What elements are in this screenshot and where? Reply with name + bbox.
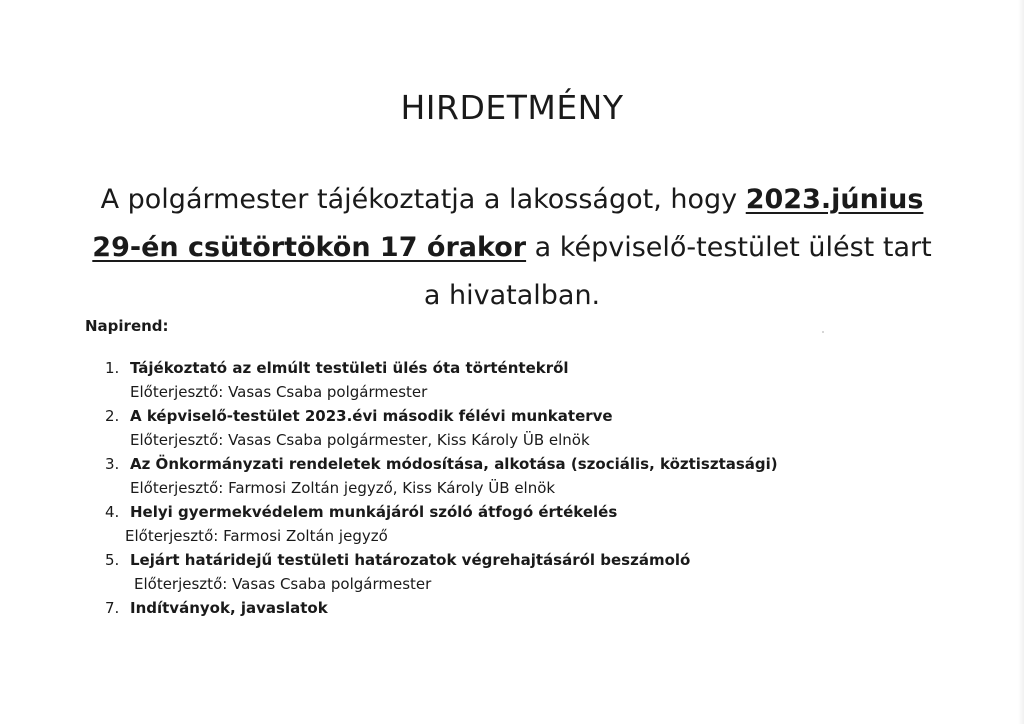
page-title: HIRDETMÉNY (400, 88, 624, 127)
agenda-item-number: 3. (105, 455, 120, 473)
agenda-item-number: 5. (105, 551, 120, 569)
agenda-item (105, 500, 945, 548)
agenda-item-number: 7. (105, 599, 120, 617)
agenda-item (105, 452, 945, 500)
agenda-item-presenter: Előterjesztő: Vasas Csaba polgármester, Kiss Károly ÜB elnök (130, 431, 590, 449)
agenda-item-title: Tájékoztató az elmúlt testületi ülés óta történtekről (130, 359, 569, 377)
agenda-item (105, 548, 945, 596)
agenda-item-title: Indítványok, javaslatok (130, 599, 328, 617)
agenda-item-title: Lejárt határidejű testületi határozatok végrehajtásáról beszámoló (130, 551, 691, 569)
agenda-list (105, 356, 945, 620)
agenda-item-presenter: Előterjesztő: Farmosi Zoltán jegyző (125, 527, 388, 545)
agenda-item-presenter: Előterjesztő: Vasas Csaba polgármester (134, 575, 432, 593)
agenda-item-title: Az Önkormányzati rendeletek módosítása, alkotása (szociális, köztisztasági) (130, 455, 778, 473)
agenda-item (105, 356, 945, 404)
agenda-item (105, 404, 945, 452)
agenda-item (105, 596, 945, 620)
agenda-item-title: A képviselő-testület 2023.évi második félévi munkaterve (130, 407, 613, 425)
meeting-date-time: 2023.június 29-én csütörtökön 17 órakor (92, 184, 924, 263)
agenda-item-presenter: Előterjesztő: Vasas Csaba polgármester (130, 383, 428, 401)
agenda-heading: Napirend: (85, 317, 169, 335)
agenda-item-number: 1. (105, 359, 120, 377)
announcement-text (80, 176, 944, 320)
agenda-item-number: 4. (105, 503, 120, 521)
agenda-item-number: 2. (105, 407, 120, 425)
agenda-item-presenter: Előterjesztő: Farmosi Zoltán jegyző, Kiss Károly ÜB elnök (130, 479, 556, 497)
announcement-lead: A polgármester tájékoztatja a lakosságot, hogy (100, 184, 746, 215)
agenda-item-title: Helyi gyermekvédelem munkájáról szóló átfogó értékelés (130, 503, 618, 521)
announcement-tail: a képviselő-testület ülést tart a hivatalban. (423, 232, 932, 311)
scan-speck (822, 331, 824, 333)
